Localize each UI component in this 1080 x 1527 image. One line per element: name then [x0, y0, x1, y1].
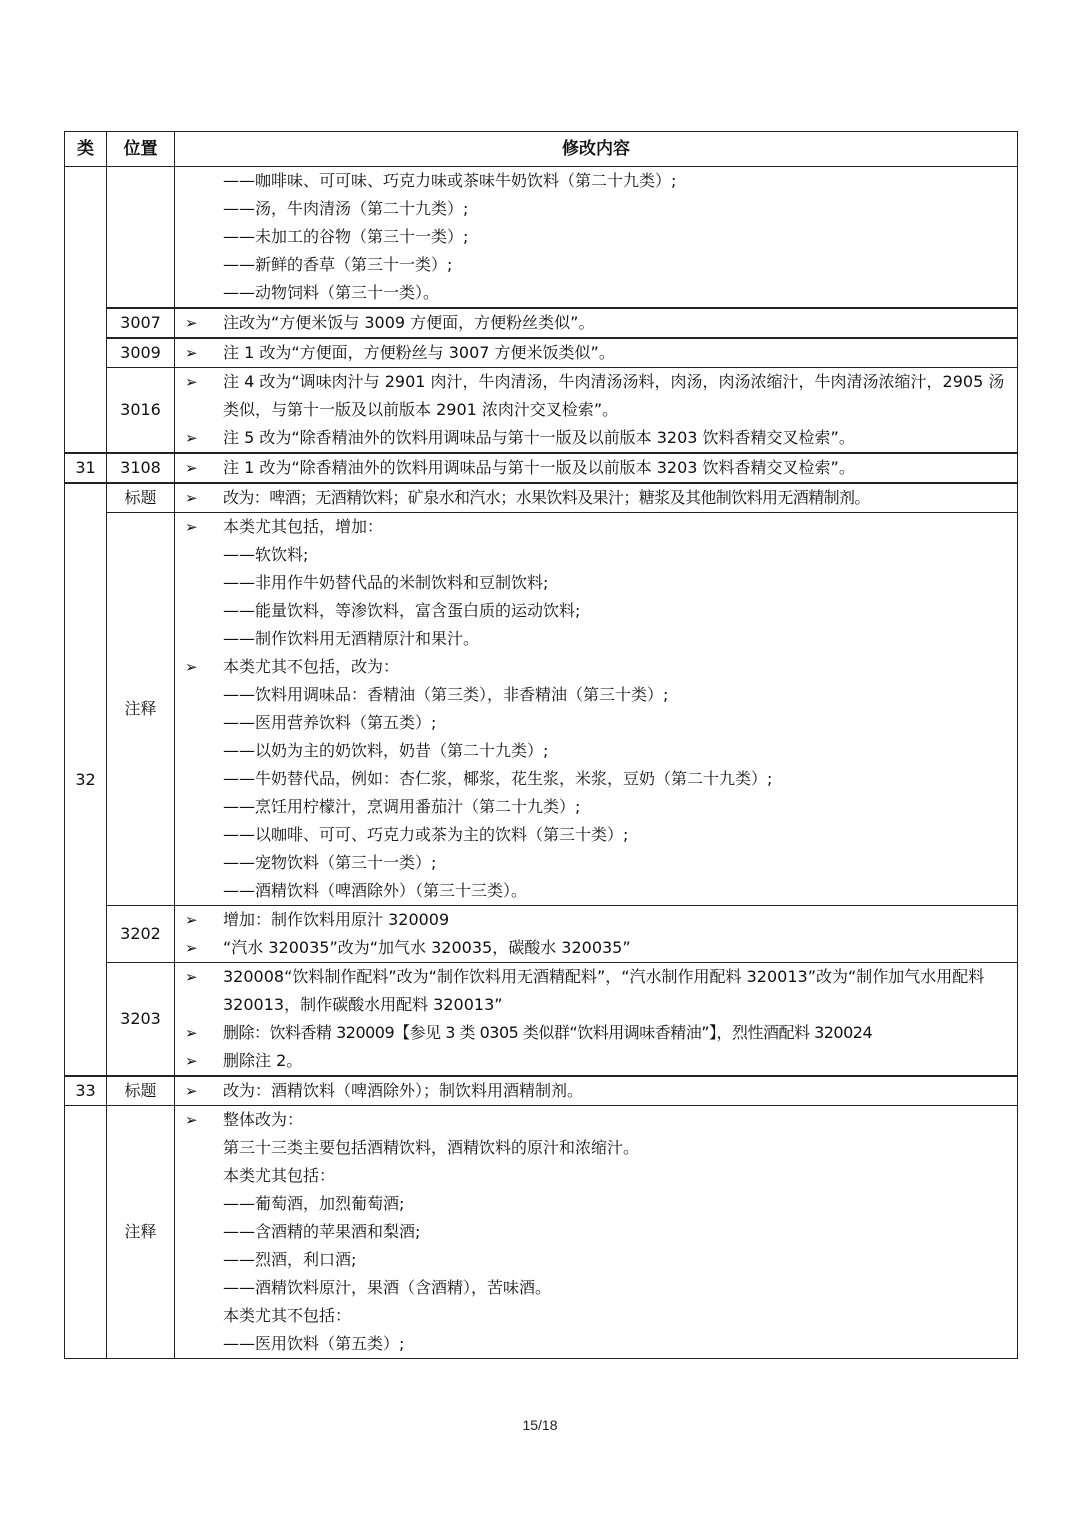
amendment-text: 注 1 改为“方便面，方便粉丝与 3007 方便米饭类似”。 — [223, 343, 615, 362]
amendment-text: 注 1 改为“除香精油外的饮料用调味品与第十一版及以前版本 3203 饮料香精交叉检索”。 — [223, 458, 855, 477]
content-cell — [175, 308, 1018, 338]
table-row — [65, 906, 1018, 963]
position-cell: 标题 — [107, 1076, 175, 1106]
list-item: ——动物饲料（第三十一类）。 — [223, 283, 440, 302]
content-cell — [175, 1076, 1018, 1106]
amendment-text: 注改为“方便米饭与 3009 方便面，方便粉丝类似”。 — [223, 313, 595, 332]
list-item: ——能量饮料，等渗饮料，富含蛋白质的运动饮料; — [223, 601, 581, 620]
content-cell — [175, 513, 1018, 906]
list-item: ——未加工的谷物（第三十一类）; — [223, 227, 469, 246]
content-cell — [175, 483, 1018, 513]
position-cell: 3108 — [107, 453, 175, 483]
list-item: ——软饮料; — [223, 545, 309, 564]
list-item: ——汤，牛肉清汤（第二十九类）; — [223, 199, 469, 218]
bullet-arrow-icon: ➢ — [185, 1052, 198, 1070]
list-item: ——非用作牛奶替代品的米制饮料和豆制饮料; — [223, 573, 549, 592]
list-item: ——宠物饮料（第三十一类）; — [223, 853, 437, 872]
content-cell — [175, 368, 1018, 454]
amendment-text: 320008“饮料制作配料”改为“制作饮料用无酒精配料”，“汽水制作用配料 320013”改为“制作加气水用配料 320013，制作碳酸水用配料 320013” — [223, 967, 985, 1014]
bullet-arrow-icon: ➢ — [185, 658, 198, 676]
list-item: ——咖啡味、可可味、巧克力味或茶味牛奶饮料（第二十九类）; — [223, 171, 677, 190]
list-item: ——烹饪用柠檬汁，烹调用番茄汁（第二十九类）; — [223, 797, 581, 816]
content-cell — [175, 453, 1018, 483]
amendment-text: 注 4 改为“调味肉汁与 2901 肉汁，牛肉清汤，牛肉清汤汤料，肉汤，肉汤浓缩汁，牛肉清汤浓缩汁，2905 汤类似，与第十一版及以前版本 2901 浓肉汁交叉检索”。 — [223, 372, 1005, 419]
position-cell: 3007 — [107, 308, 175, 338]
list-item: ——以咖啡、可可、巧克力或茶为主的饮料（第三十类）; — [223, 825, 629, 844]
content-cell — [175, 906, 1018, 963]
amendment-text: “汽水 320035”改为“加气水 320035，碳酸水 320035” — [223, 938, 631, 957]
list-item: ——以奶为主的奶饮料，奶昔（第二十九类）; — [223, 741, 549, 760]
bullet-arrow-icon: ➢ — [185, 489, 198, 507]
amendment-table — [64, 131, 1018, 1359]
table-row — [65, 308, 1018, 338]
bullet-arrow-icon: ➢ — [185, 968, 198, 986]
class-cell-30 — [65, 167, 107, 454]
content-cell — [175, 338, 1018, 368]
position-cell: 3203 — [107, 963, 175, 1077]
table-row — [65, 453, 1018, 483]
position-cell: 注释 — [107, 1106, 175, 1359]
amendment-text: 改为：酒精饮料（啤酒除外）；制饮料用酒精制剂。 — [223, 1081, 584, 1100]
list-item: 本类尤其不包括： — [223, 1306, 352, 1325]
table-row — [65, 1106, 1018, 1359]
bullet-arrow-icon: ➢ — [185, 1024, 198, 1042]
bullet-arrow-icon: ➢ — [185, 518, 198, 536]
amendment-text: 删除：饮料香精 320009【参见 3 类 0305 类似群“饮料用调味香精油”】，烈性酒配料 320024 — [223, 1023, 873, 1042]
position-cell: 3009 — [107, 338, 175, 368]
content-cell — [175, 1106, 1018, 1359]
list-item: 本类尤其包括： — [223, 1166, 336, 1185]
table-header-row — [65, 132, 1018, 167]
header-content: 修改内容 — [175, 132, 1018, 167]
position-cell: 3016 — [107, 368, 175, 454]
list-item: ——制作饮料用无酒精原汁和果汁。 — [223, 629, 480, 648]
list-item: ——酒精饮料（啤酒除外）（第三十三类）。 — [223, 881, 528, 900]
bullet-arrow-icon: ➢ — [185, 373, 198, 391]
table-row — [65, 368, 1018, 454]
amendment-text: 本类尤其不包括，改为： — [223, 657, 400, 676]
position-cell — [107, 167, 175, 309]
header-class: 类 — [65, 132, 107, 167]
list-item: ——葡萄酒，加烈葡萄酒; — [223, 1194, 405, 1213]
bullet-arrow-icon: ➢ — [185, 1111, 198, 1129]
table-row — [65, 167, 1018, 309]
bullet-arrow-icon: ➢ — [185, 344, 198, 362]
amendment-text: 删除注 2。 — [223, 1051, 303, 1070]
amendment-text: 注 5 改为“除香精油外的饮料用调味品与第十一版及以前版本 3203 饮料香精交叉检索”。 — [223, 428, 855, 447]
list-item: ——饮料用调味品：香精油（第三类），非香精油（第三十类）; — [223, 685, 669, 704]
class-cell-33-cont — [65, 1106, 107, 1359]
list-item: ——医用饮料（第五类）; — [223, 1334, 405, 1353]
class-cell: 31 — [65, 453, 107, 483]
content-cell — [175, 167, 1018, 309]
table-row — [65, 338, 1018, 368]
amendment-text: 改为：啤酒；无酒精饮料；矿泉水和汽水；水果饮料及果汁；糖浆及其他制饮料用无酒精制剂。 — [223, 488, 870, 507]
bullet-arrow-icon: ➢ — [185, 911, 198, 929]
class-cell: 33 — [65, 1076, 107, 1106]
list-item: ——新鲜的香草（第三十一类）; — [223, 255, 453, 274]
list-item: ——含酒精的苹果酒和梨酒; — [223, 1222, 421, 1241]
table-row — [65, 963, 1018, 1077]
amendment-text: 增加：制作饮料用原汁 320009 — [223, 910, 450, 929]
position-cell: 3202 — [107, 906, 175, 963]
class-cell: 32 — [65, 483, 107, 1076]
bullet-arrow-icon: ➢ — [185, 429, 198, 447]
header-position: 位置 — [107, 132, 175, 167]
amendment-text: 本类尤其包括，增加： — [223, 517, 384, 536]
table-row — [65, 1076, 1018, 1106]
position-cell: 标题 — [107, 483, 175, 513]
page-number: 15/18 — [522, 1417, 558, 1433]
bullet-arrow-icon: ➢ — [185, 314, 198, 332]
table-row — [65, 483, 1018, 513]
position-cell: 注释 — [107, 513, 175, 906]
list-item: 第三十三类主要包括酒精饮料，酒精饮料的原汁和浓缩汁。 — [223, 1138, 640, 1157]
bullet-arrow-icon: ➢ — [185, 459, 198, 477]
bullet-arrow-icon: ➢ — [185, 1082, 198, 1100]
content-cell — [175, 963, 1018, 1077]
list-item: ——牛奶替代品，例如：杏仁浆，椰浆，花生浆，米浆，豆奶（第二十九类）; — [223, 769, 773, 788]
bullet-arrow-icon: ➢ — [185, 939, 198, 957]
amendment-text: 整体改为： — [223, 1110, 304, 1129]
list-item: ——烈酒，利口酒; — [223, 1250, 357, 1269]
table-row — [65, 513, 1018, 906]
list-item: ——医用营养饮料（第五类）; — [223, 713, 437, 732]
list-item: ——酒精饮料原汁，果酒（含酒精），苦味酒。 — [223, 1278, 552, 1297]
